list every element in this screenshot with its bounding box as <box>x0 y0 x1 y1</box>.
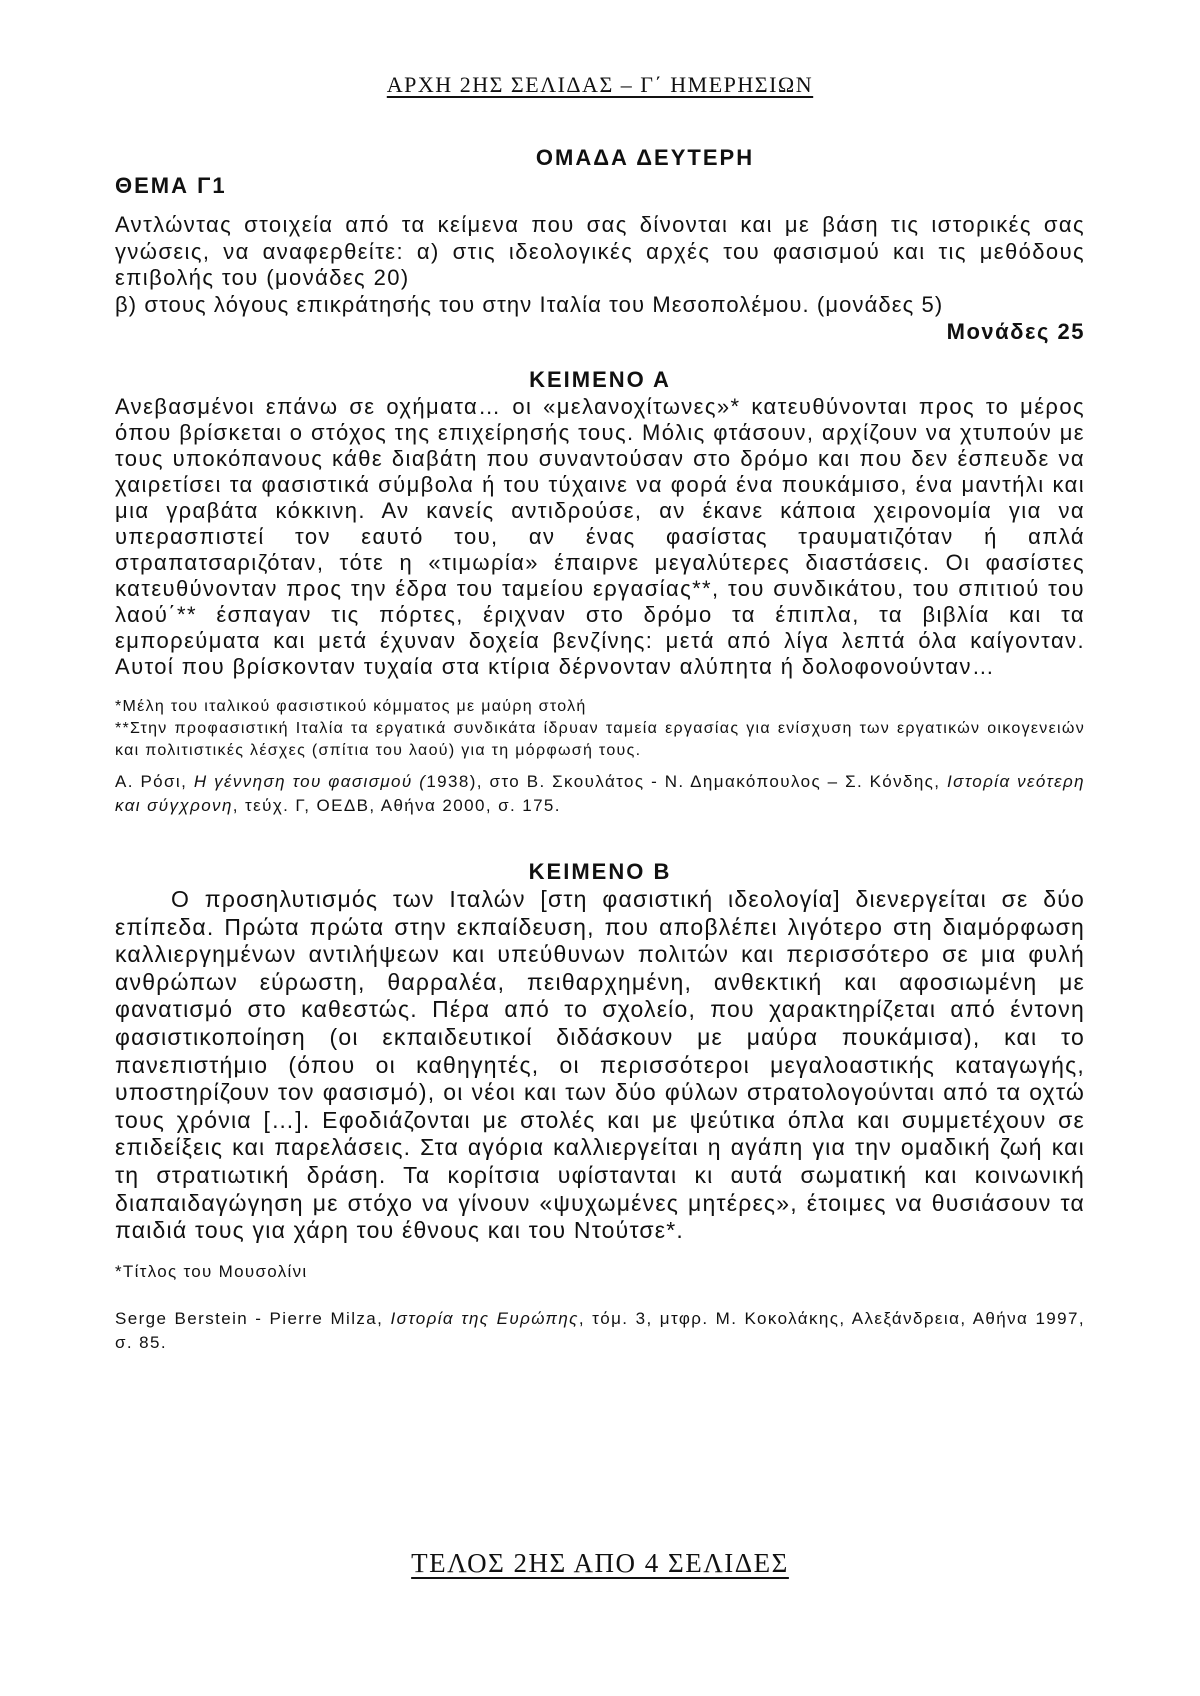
text-a-source-title: Η γέννηση του φασισμού ( <box>193 772 427 791</box>
text-b-body: Ο προσηλυτισμός των Ιταλών [στη φασιστική ιδεολογία] διενεργείται σε δύο επίπεδα. Πρώτα πρώτα στην εκπαίδευση, που αποβλέπει λιγότερο στη διαμόρφωση καλλιεργημένων αντιλήψεων και υπεύθυνων πολιτών και περισσότερο σε μια φυλή ανθρώπων εύρωστη, θαρραλέα, πειθαρχημένη, ανθεκτική και αφοσιωμένη με φανατισμό στο καθεστώς. Πέρα από το σχολείο, που χαρακτηρίζεται από έντονη φασιστικοποίηση (οι εκπαιδευτικοί διδάσκουν με μαύρα πουκάμισα), και το πανεπιστήμιο (όπου οι καθηγητές, οι περισσότεροι μεγαλοαστικής καταγωγής, υποστηρίζουν τον φασισμό), οι νέοι και των δύο φύλων στρατολογούνται από τα οχτώ τους χρόνια […]. Εφοδιάζονται με στολές και με ψεύτικα όπλα και συμμετέχουν σε επιδείξεις και παρελάσεις. Στα αγόρια καλλιεργείται η αγάπη για την ομαδική ζωή και τη στρατιωτική δράση. Τα κορίτσια υφίστανται κι αυτά σωματική και κοινωνική διαπαιδαγώγηση με στόχο να γίνουν «ψυχωμένες μητέρες», έτοιμες να θυσιάσουν τα παιδιά τους για χάρη του έθνους και του Ντούτσε*. <box>115 886 1085 1244</box>
text-b-source-authors: Serge Berstein - Pierre Milza, <box>115 1308 391 1328</box>
text-a-title: ΚΕΙΜΕΝΟ Α <box>529 367 671 392</box>
text-a-source <box>115 770 1085 818</box>
text-b-source-details: , τόμ. 3, μτφρ. Μ. Κοκολάκης, Αλεξάνδρεια, Αθήνα 1997, σ. 85. <box>115 1308 1085 1352</box>
page-footer: ΤΕΛΟΣ 2ΗΣ ΑΠΟ 4 ΣΕΛΙΔΕΣ <box>411 1548 789 1578</box>
text-a-source-book: Ιστορία νεότερη και σύγχρονη <box>115 772 1085 815</box>
text-b-source-title: Ιστορία της Ευρώπης <box>390 1308 579 1328</box>
marks-total: Μονάδες 25 <box>946 319 1085 344</box>
text-a-source-details: , τεύχ. Γ, ΟΕΔΒ, Αθήνα 2000, σ. 175. <box>232 796 561 815</box>
text-b-footnote: *Τίτλος του Μουσολίνι <box>115 1261 308 1281</box>
text-b-title: ΚΕΙΜΕΝΟ Β <box>528 859 672 884</box>
group-title: ΟΜΑΔΑ ΔΕΥΤΕΡΗ <box>535 145 755 170</box>
text-a-source-publication: 1938), στο Β. Σκουλάτος - Ν. Δημακόπουλος – Σ. Κόνδης, <box>426 772 947 791</box>
text-a-footnote-2: **Στην προφασιστική Ιταλία τα εργατικά συνδικάτα ίδρυαν ταμεία εργασίας για ενίσχυση των εργατικών οικογενειών και πολιτιστικές λέσχες (σπίτια του λαού) για τη μόρφωσή τους. <box>115 720 1085 759</box>
topic-title: ΘΕΜΑ Γ1 <box>115 173 227 198</box>
text-a-source-author: Α. Ρόσι, <box>115 772 194 791</box>
text-a-body: Ανεβασμένοι επάνω σε οχήματα… οι «μελανοχίτωνες»* κατευθύνονται προς το μέρος όπου βρίσκεται ο στόχος της επιχείρησής τους. Μόλις φτάσουν, αρχίζουν να χτυπούν με τους υποκόπανους κάθε διαβάτη που συναντούσαν στο δρόμο και που δεν έσπευδε να χαιρετίσει τα φασιστικά σύμβολα ή του τύχαινε να φορά ένα πουκάμισο, ένα μαντήλι και μια γραβάτα κόκκινη. Αν κανείς αντιδρούσε, αν έκανε κάποια χειρονομία για να υπερασπιστεί τον εαυτό του, αν ένας φασίστας τραυματιζόταν ή απλά στραπατσαριζόταν, τότε η «τιμωρία» έπαιρνε μεγαλύτερες διαστάσεις. Οι φασίστες κατευθύνονταν προς την έδρα του ταμείου εργασίας**, του συνδικάτου, του σπιτιού του λαού΄** έσπαγαν τις πόρτες, έριχναν στο δρόμο τα έπιπλα, τα βιβλία και τα εμπορεύματα και μετά έχυναν δοχεία βενζίνης: μετά από λίγα λεπτά όλα καίγονταν. Αυτοί που βρίσκονταν τυχαία στα κτίρια δέρνονταν αλύπητα ή δολοφονούνταν… <box>115 394 1085 679</box>
question-a: Αντλώντας στοιχεία από τα κείμενα που σας δίνονται και με βάση τις ιστορικές σας γνώσεις, να αναφερθείτε: α) στις ιδεολογικές αρχές του φασισμού και τις μεθόδους επιβολής του (μονάδες 20) <box>115 212 1085 290</box>
page-header: ΑΡΧΗ 2ΗΣ ΣΕΛΙΔΑΣ – Γ΄ ΗΜΕΡΗΣΙΩΝ <box>386 72 814 97</box>
text-a-footnote-1: *Μέλη του ιταλικού φασιστικού κόμματος με μαύρη στολή <box>115 698 587 715</box>
text-b-source <box>115 1307 1085 1355</box>
question-b: β) στους λόγους επικράτησής του στην Ιταλία του Μεσοπολέμου. (μονάδες 5) <box>115 291 944 317</box>
page-content <box>115 140 1085 1355</box>
